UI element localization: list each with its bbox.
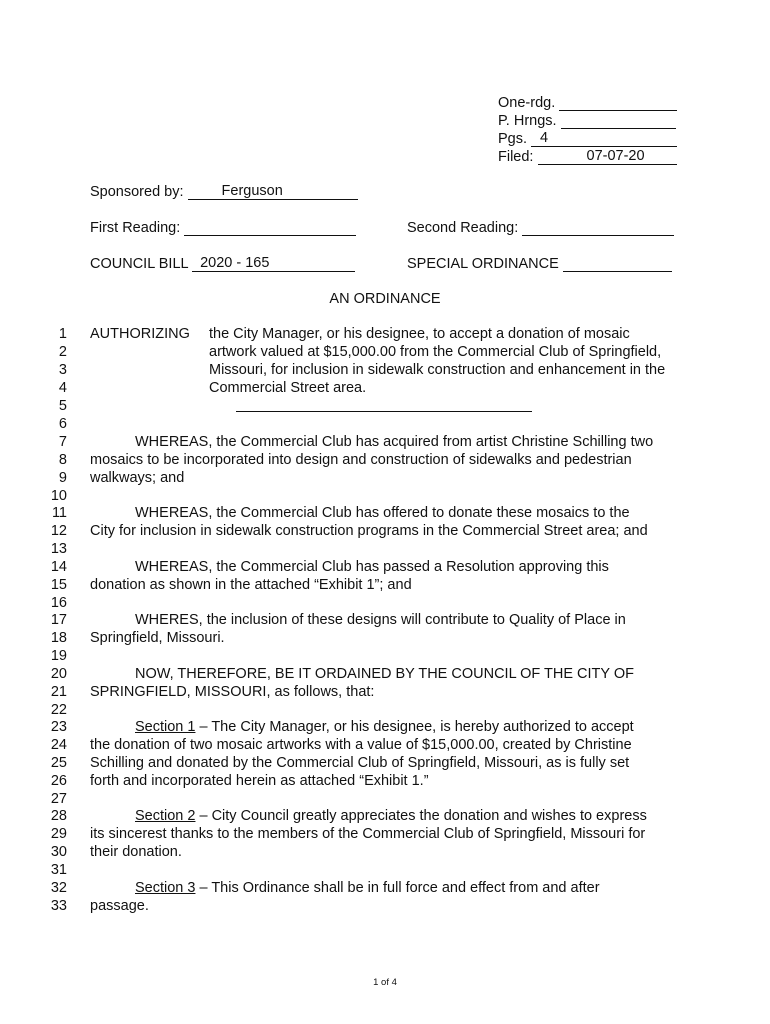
- second-reading-line: [407, 219, 674, 236]
- line-number: 4: [58, 380, 67, 396]
- paragraph-line: NOW, THEREFORE, BE IT ORDAINED BY THE COUNCIL OF THE CITY OF: [135, 666, 634, 682]
- line-number: 9: [58, 470, 67, 486]
- pgs-line: [498, 130, 677, 147]
- paragraph-line: City for inclusion in sidewalk construction programs in the Commercial Street area; and: [90, 523, 648, 539]
- section-2-text: – City Council greatly appreciates the donation and wishes to express: [195, 808, 647, 824]
- line-number: 10: [50, 488, 67, 504]
- filed-line: [498, 148, 677, 165]
- line-number: 14: [50, 559, 67, 575]
- filed-field: [538, 148, 677, 165]
- line-number: 28: [50, 808, 67, 824]
- council-bill-line: [90, 255, 355, 272]
- section-3-heading: Section 3: [135, 880, 196, 896]
- line-number: 16: [50, 595, 67, 611]
- paragraph-line: [135, 808, 647, 824]
- line-number: 26: [50, 773, 67, 789]
- p-hrngs-line: [498, 112, 676, 129]
- council-bill-field: [192, 255, 355, 272]
- line-number: 30: [50, 844, 67, 860]
- pgs-label: Pgs.: [498, 131, 528, 147]
- line-number: 18: [50, 630, 67, 646]
- line-number: 11: [51, 505, 67, 521]
- line-number: 25: [50, 755, 67, 771]
- sponsored-value: Ferguson: [221, 183, 283, 199]
- line-number: 17: [50, 612, 67, 628]
- sponsored-label: Sponsored by:: [90, 184, 184, 200]
- section-3-text: – This Ordinance shall be in full force and effect from and after: [195, 880, 600, 896]
- line-number: 8: [58, 452, 67, 468]
- filed-value: 07-07-20: [586, 148, 645, 164]
- line-number: 2: [58, 344, 67, 360]
- authorizing-label: AUTHORIZING: [90, 326, 190, 342]
- page-number: 1 of 4: [373, 977, 397, 988]
- one-rdg-blank: [559, 94, 677, 111]
- paragraph-line: SPRINGFIELD, MISSOURI, as follows, that:: [90, 684, 375, 700]
- special-ordinance-line: [407, 255, 672, 272]
- line-number: 27: [50, 791, 67, 807]
- p-hrngs-label: P. Hrngs.: [498, 113, 557, 129]
- authorizing-text: Commercial Street area.: [209, 380, 367, 396]
- separator-rule: [236, 411, 532, 412]
- sponsored-field: [188, 183, 358, 200]
- line-number: 19: [50, 648, 67, 664]
- special-ordinance-label: SPECIAL ORDINANCE: [407, 256, 559, 272]
- second-reading-blank: [522, 219, 674, 236]
- first-reading-line: [90, 219, 356, 236]
- section-1-heading: Section 1: [135, 719, 196, 735]
- one-rdg-label: One-rdg.: [498, 95, 556, 111]
- paragraph-line: the donation of two mosaic artworks with a value of $15,000.00, created by Christine: [90, 737, 632, 753]
- filed-label: Filed:: [498, 149, 534, 165]
- section-2-heading: Section 2: [135, 808, 196, 824]
- line-number: 13: [50, 541, 67, 557]
- pgs-field: [531, 130, 677, 147]
- paragraph-line: [135, 719, 634, 735]
- paragraph-line: WHEREAS, the Commercial Club has passed a Resolution approving this: [135, 559, 609, 575]
- ordinance-title: AN ORDINANCE: [329, 291, 441, 307]
- paragraph-line: donation as shown in the attached “Exhibit 1”; and: [90, 577, 412, 593]
- pgs-value: 4: [540, 130, 549, 146]
- section-1-text: – The City Manager, or his designee, is hereby authorized to accept: [195, 719, 634, 735]
- paragraph-line: WHEREAS, the Commercial Club has offered to donate these mosaics to the: [135, 505, 630, 521]
- paragraph-line: Springfield, Missouri.: [90, 630, 225, 646]
- line-number: 3: [58, 362, 67, 378]
- second-reading-label: Second Reading:: [407, 220, 519, 236]
- special-ordinance-blank: [563, 255, 672, 272]
- line-number: 23: [50, 719, 67, 735]
- line-number: 5: [58, 398, 67, 414]
- line-number: 33: [50, 898, 67, 914]
- line-number: 6: [58, 416, 67, 432]
- paragraph-line: passage.: [90, 898, 149, 914]
- one-rdg-line: [498, 94, 677, 111]
- line-number: 7: [58, 434, 67, 450]
- paragraph-line: its sincerest thanks to the members of the Commercial Club of Springfield, Missouri for: [90, 826, 646, 842]
- line-number: 21: [50, 684, 67, 700]
- paragraph-line: walkways; and: [90, 470, 185, 486]
- paragraph-line: Schilling and donated by the Commercial Club of Springfield, Missouri, as is fully set: [90, 755, 630, 771]
- line-number: 31: [50, 862, 67, 878]
- line-number: 22: [50, 702, 67, 718]
- authorizing-text: artwork valued at $15,000.00 from the Commercial Club of Springfield,: [209, 344, 662, 360]
- sponsored-line: [90, 183, 358, 200]
- line-number: 12: [50, 523, 67, 539]
- first-reading-label: First Reading:: [90, 220, 181, 236]
- paragraph-line: WHEREAS, the Commercial Club has acquired from artist Christine Schilling two: [135, 434, 654, 450]
- paragraph-line: WHERES, the inclusion of these designs will contribute to Quality of Place in: [135, 612, 626, 628]
- council-bill-value: 2020 - 165: [200, 255, 270, 271]
- line-number: 20: [50, 666, 67, 682]
- p-hrngs-blank: [561, 112, 676, 129]
- council-bill-label: COUNCIL BILL: [90, 256, 189, 272]
- paragraph-line: forth and incorporated herein as attached “Exhibit 1.”: [90, 773, 429, 789]
- paragraph-line: mosaics to be incorporated into design and construction of sidewalks and pedestrian: [90, 452, 632, 468]
- line-number: 32: [50, 880, 67, 896]
- line-number: 29: [50, 826, 67, 842]
- authorizing-text: the City Manager, or his designee, to accept a donation of mosaic: [209, 326, 630, 342]
- paragraph-line: their donation.: [90, 844, 182, 860]
- line-number: 24: [50, 737, 67, 753]
- line-number: 1: [58, 326, 67, 342]
- line-number: 15: [50, 577, 67, 593]
- paragraph-line: [135, 880, 600, 896]
- authorizing-text: Missouri, for inclusion in sidewalk construction and enhancement in the: [209, 362, 666, 378]
- first-reading-blank: [184, 219, 356, 236]
